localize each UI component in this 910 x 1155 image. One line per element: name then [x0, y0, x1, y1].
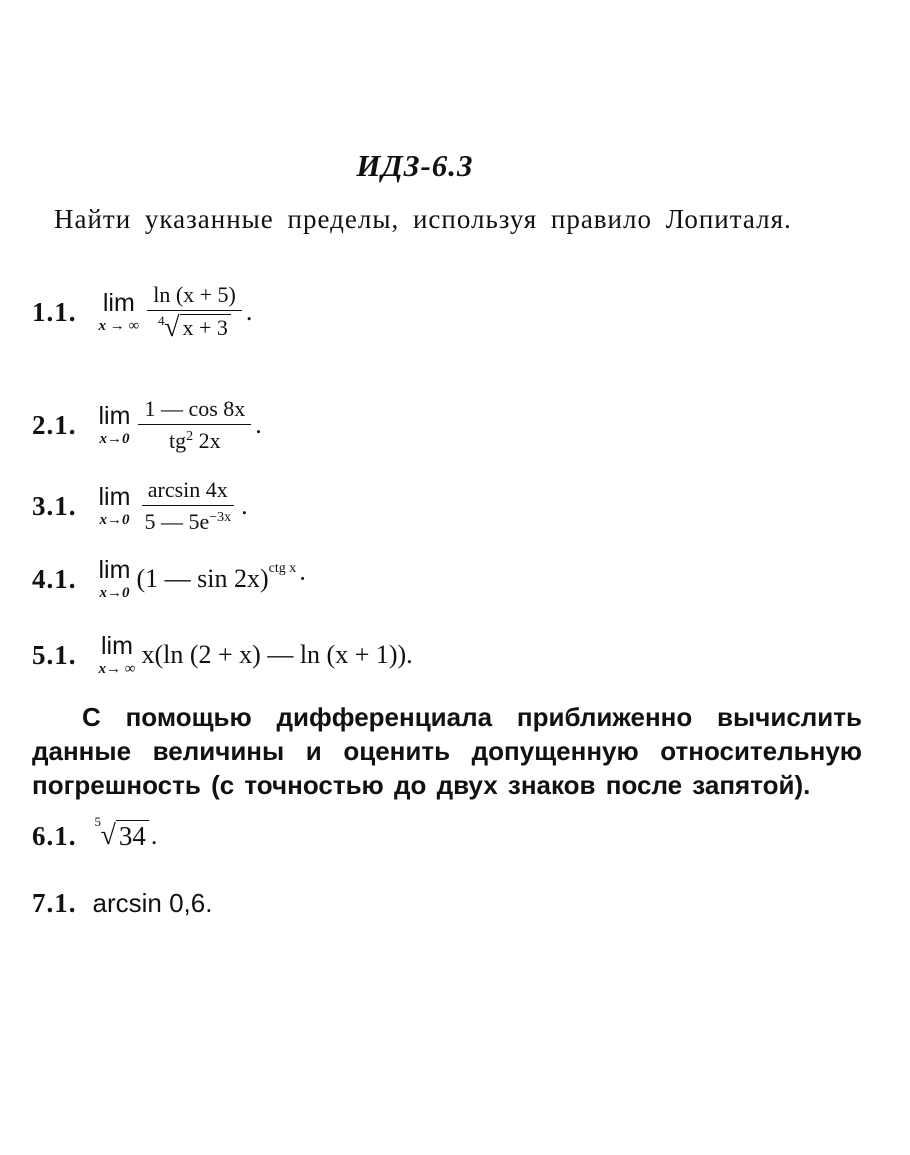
problem-4-1 — [32, 556, 307, 602]
end-mark: . — [245, 297, 253, 326]
end-mark: . — [241, 491, 248, 520]
fraction — [138, 477, 237, 535]
denominator-rest: 2x — [193, 428, 221, 453]
denominator-exponent: −3x — [209, 510, 232, 525]
lim-word: lim — [101, 632, 133, 660]
limit-operator — [99, 632, 136, 678]
lim-word: lim — [98, 402, 131, 430]
problem-number: 7.1. — [32, 888, 77, 918]
lim-word: lim — [98, 483, 131, 511]
denominator-base: tg — [169, 428, 187, 453]
fraction-denominator — [152, 311, 237, 342]
problem-1-1 — [32, 282, 252, 342]
section-2-text: С помощью дифференциала приближенно вычислить данные величины и оценить допущенную относительную погрешность (с точностью до двух знаков после запятой). — [32, 702, 862, 800]
root-index: 5 — [94, 814, 101, 829]
lim-word: lim — [102, 289, 135, 317]
problem-7-1 — [32, 888, 212, 919]
radicand: 34 — [116, 820, 149, 852]
end-mark: . — [150, 821, 158, 850]
page-title: ИДЗ-6.3 — [356, 148, 474, 183]
fraction-numerator: ln (x + 5) — [147, 282, 242, 311]
problem-5-1 — [32, 632, 413, 678]
problem-number: 3.1. — [32, 490, 77, 521]
fraction-denominator — [138, 506, 237, 535]
fraction — [147, 282, 242, 342]
problem-number: 5.1. — [32, 639, 77, 670]
fraction-numerator: arcsin 4x — [142, 477, 234, 506]
root-sign: √ — [100, 820, 116, 851]
root-sign: √ — [164, 312, 180, 343]
limit-expression: (1 — sin 2x) — [136, 564, 269, 593]
problem-6-1 — [32, 814, 158, 852]
lim-subscript: x→0 — [99, 431, 130, 447]
expression: arcsin 0,6. — [92, 888, 213, 918]
limit-expression: x(ln (2 + x) — ln (x + 1)). — [141, 640, 413, 669]
limit-operator — [99, 556, 131, 602]
limit-operator — [99, 402, 131, 448]
lim-subscript: x → ∞ — [98, 318, 140, 334]
expression-exponent: ctg x — [268, 561, 297, 576]
problem-2-1 — [32, 396, 262, 454]
fraction — [138, 396, 251, 454]
denominator-exponent: 2 — [186, 429, 194, 444]
section-2-paragraph — [32, 700, 862, 802]
fraction-denominator — [163, 425, 227, 454]
end-mark: . — [255, 410, 262, 439]
lim-subscript: x→0 — [99, 585, 130, 601]
problem-number: 1.1. — [32, 296, 77, 327]
lim-subscript: x→ ∞ — [98, 661, 136, 677]
limit-operator — [99, 289, 140, 335]
lim-word: lim — [98, 556, 131, 584]
limit-operator — [99, 483, 131, 529]
denominator-base: 5 — 5e — [144, 509, 210, 534]
problem-number: 2.1. — [32, 409, 77, 440]
radicand: x + 3 — [180, 314, 231, 341]
intro-text: Найти указанные пределы, используя правило Лопиталя. — [54, 204, 792, 234]
problem-number: 6.1. — [32, 820, 77, 851]
problem-3-1 — [32, 477, 248, 535]
problem-number: 4.1. — [32, 563, 77, 594]
root-index: 4 — [158, 313, 165, 328]
lim-subscript: x→0 — [99, 512, 130, 528]
end-mark: · — [298, 564, 307, 593]
fraction-numerator: 1 — cos 8x — [138, 396, 251, 425]
intro-paragraph — [32, 200, 832, 238]
radical — [94, 814, 149, 852]
radical — [158, 314, 231, 341]
